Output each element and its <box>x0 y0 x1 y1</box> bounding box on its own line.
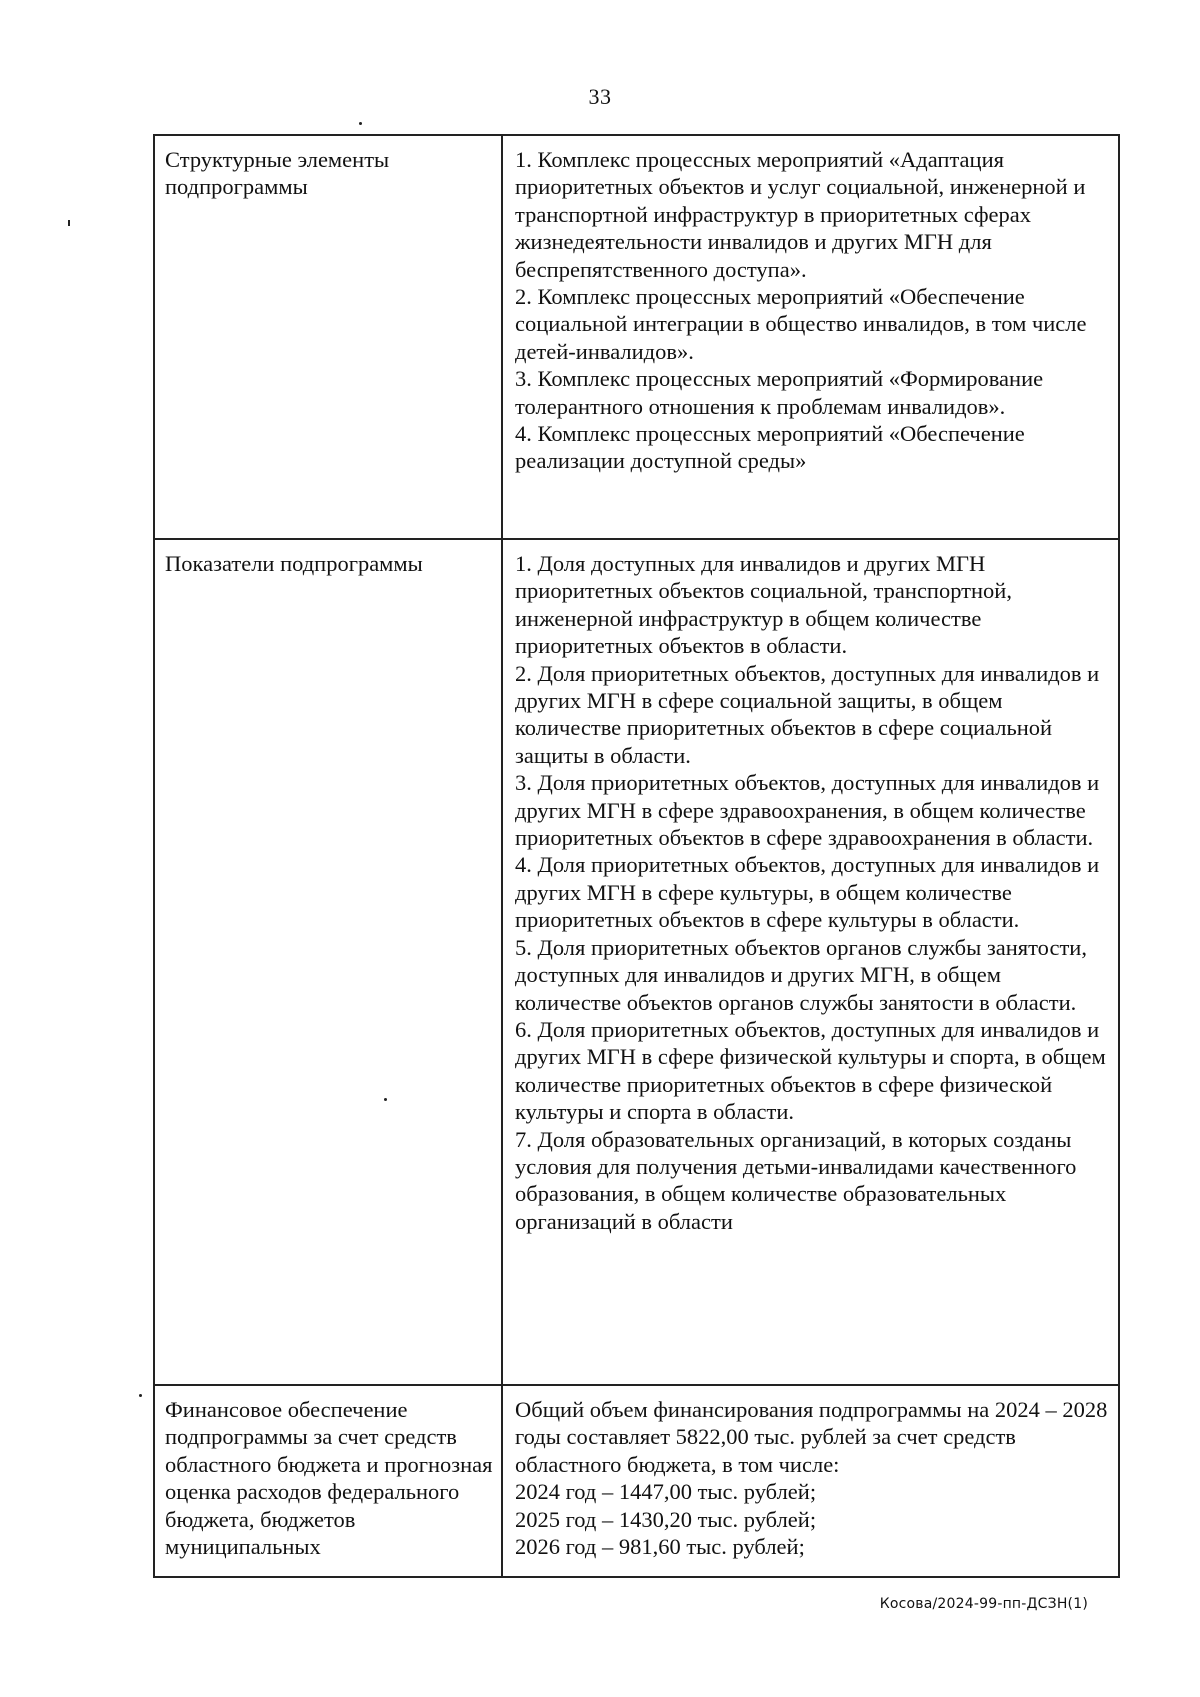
list-item: 7. Доля образовательных организаций, в которых созданы условия для получения детьми-инвалидами качественного образования, в общем количестве образовательных организаций в области <box>515 1126 1077 1234</box>
list-item: 6. Доля приоритетных объектов, доступных для инвалидов и других МГН в сфере физической культуры и спорта, в общем количестве приоритетных объектов в сфере физической культуры и спорта в области. <box>515 1016 1106 1125</box>
scan-speck <box>139 1394 142 1397</box>
row-content <box>502 135 1119 539</box>
list-item: 2025 год – 1430,20 тыс. рублей; <box>515 1506 817 1532</box>
list-item: 5. Доля приоритетных объектов органов службы занятости, доступных для инвалидов и других МГН, в общем количестве объектов органов службы занятости в области. <box>515 934 1087 1015</box>
list-item: 1. Комплекс процессных мероприятий «Адаптация приоритетных объектов и услуг социальной, инженерной и транспортной инфраструктур в приоритетных сферах жизнедеятельности инвалидов и других МГН для беспрепятственного доступа». <box>515 147 1086 282</box>
list-item: 1. Доля доступных для инвалидов и других МГН приоритетных объектов социальной, транспортной, инженерной инфраструктур в общем количестве приоритетных объектов в области. <box>515 551 1012 659</box>
list-item: 2026 год – 981,60 тыс. рублей; <box>515 1534 805 1560</box>
table-row-structural-elements <box>154 135 1119 539</box>
document-code: Косова/2024-99-пп-ДСЗН(1) <box>879 1596 1088 1612</box>
row-content <box>502 539 1119 1385</box>
subprogram-passport-table <box>153 134 1120 1578</box>
list-item: 3. Доля приоритетных объектов, доступных для инвалидов и других МГН в сфере здравоохранения, в общем количестве приоритетных объектов в сфере здравоохранения в области. <box>515 770 1100 851</box>
row-content <box>502 1385 1119 1577</box>
list-item: 2. Комплекс процессных мероприятий «Обеспечение социальной интеграции в общество инвалидов, в том числе детей-инвалидов». <box>515 284 1087 364</box>
list-item: 3. Комплекс процессных мероприятий «Формирование толерантного отношения к проблемам инвалидов». <box>515 366 1044 419</box>
list-item: 2. Доля приоритетных объектов, доступных для инвалидов и других МГН в сфере социальной защиты, в общем количестве приоритетных объектов в сфере социальной защиты в области. <box>515 660 1100 768</box>
row-label: Структурные элементы подпрограммы <box>154 135 502 539</box>
table-row-financing <box>154 1385 1119 1577</box>
table-row-indicators <box>154 539 1119 1385</box>
list-item: Общий объем финансирования подпрограммы на 2024 – 2028 годы составляет 5822,00 тыс. рублей за счет средств областного бюджета, в том числе: <box>515 1397 1108 1477</box>
list-item: 4. Доля приоритетных объектов, доступных для инвалидов и других МГН в сфере культуры, в общем количестве приоритетных объектов в сфере культуры в области. <box>515 852 1100 933</box>
page-number: 33 <box>588 84 612 109</box>
list-item: 2024 год – 1447,00 тыс. рублей; <box>515 1479 817 1505</box>
scan-speck <box>68 220 70 226</box>
scan-speck <box>359 122 362 125</box>
row-label: Финансовое обеспечение подпрограммы за счет средств областного бюджета и прогнозная оценка расходов федерального бюджета, бюджетов муниципальных <box>154 1385 502 1577</box>
row-label: Показатели подпрограммы <box>154 539 502 1385</box>
list-item: 4. Комплекс процессных мероприятий «Обеспечение реализации доступной среды» <box>515 421 1025 474</box>
